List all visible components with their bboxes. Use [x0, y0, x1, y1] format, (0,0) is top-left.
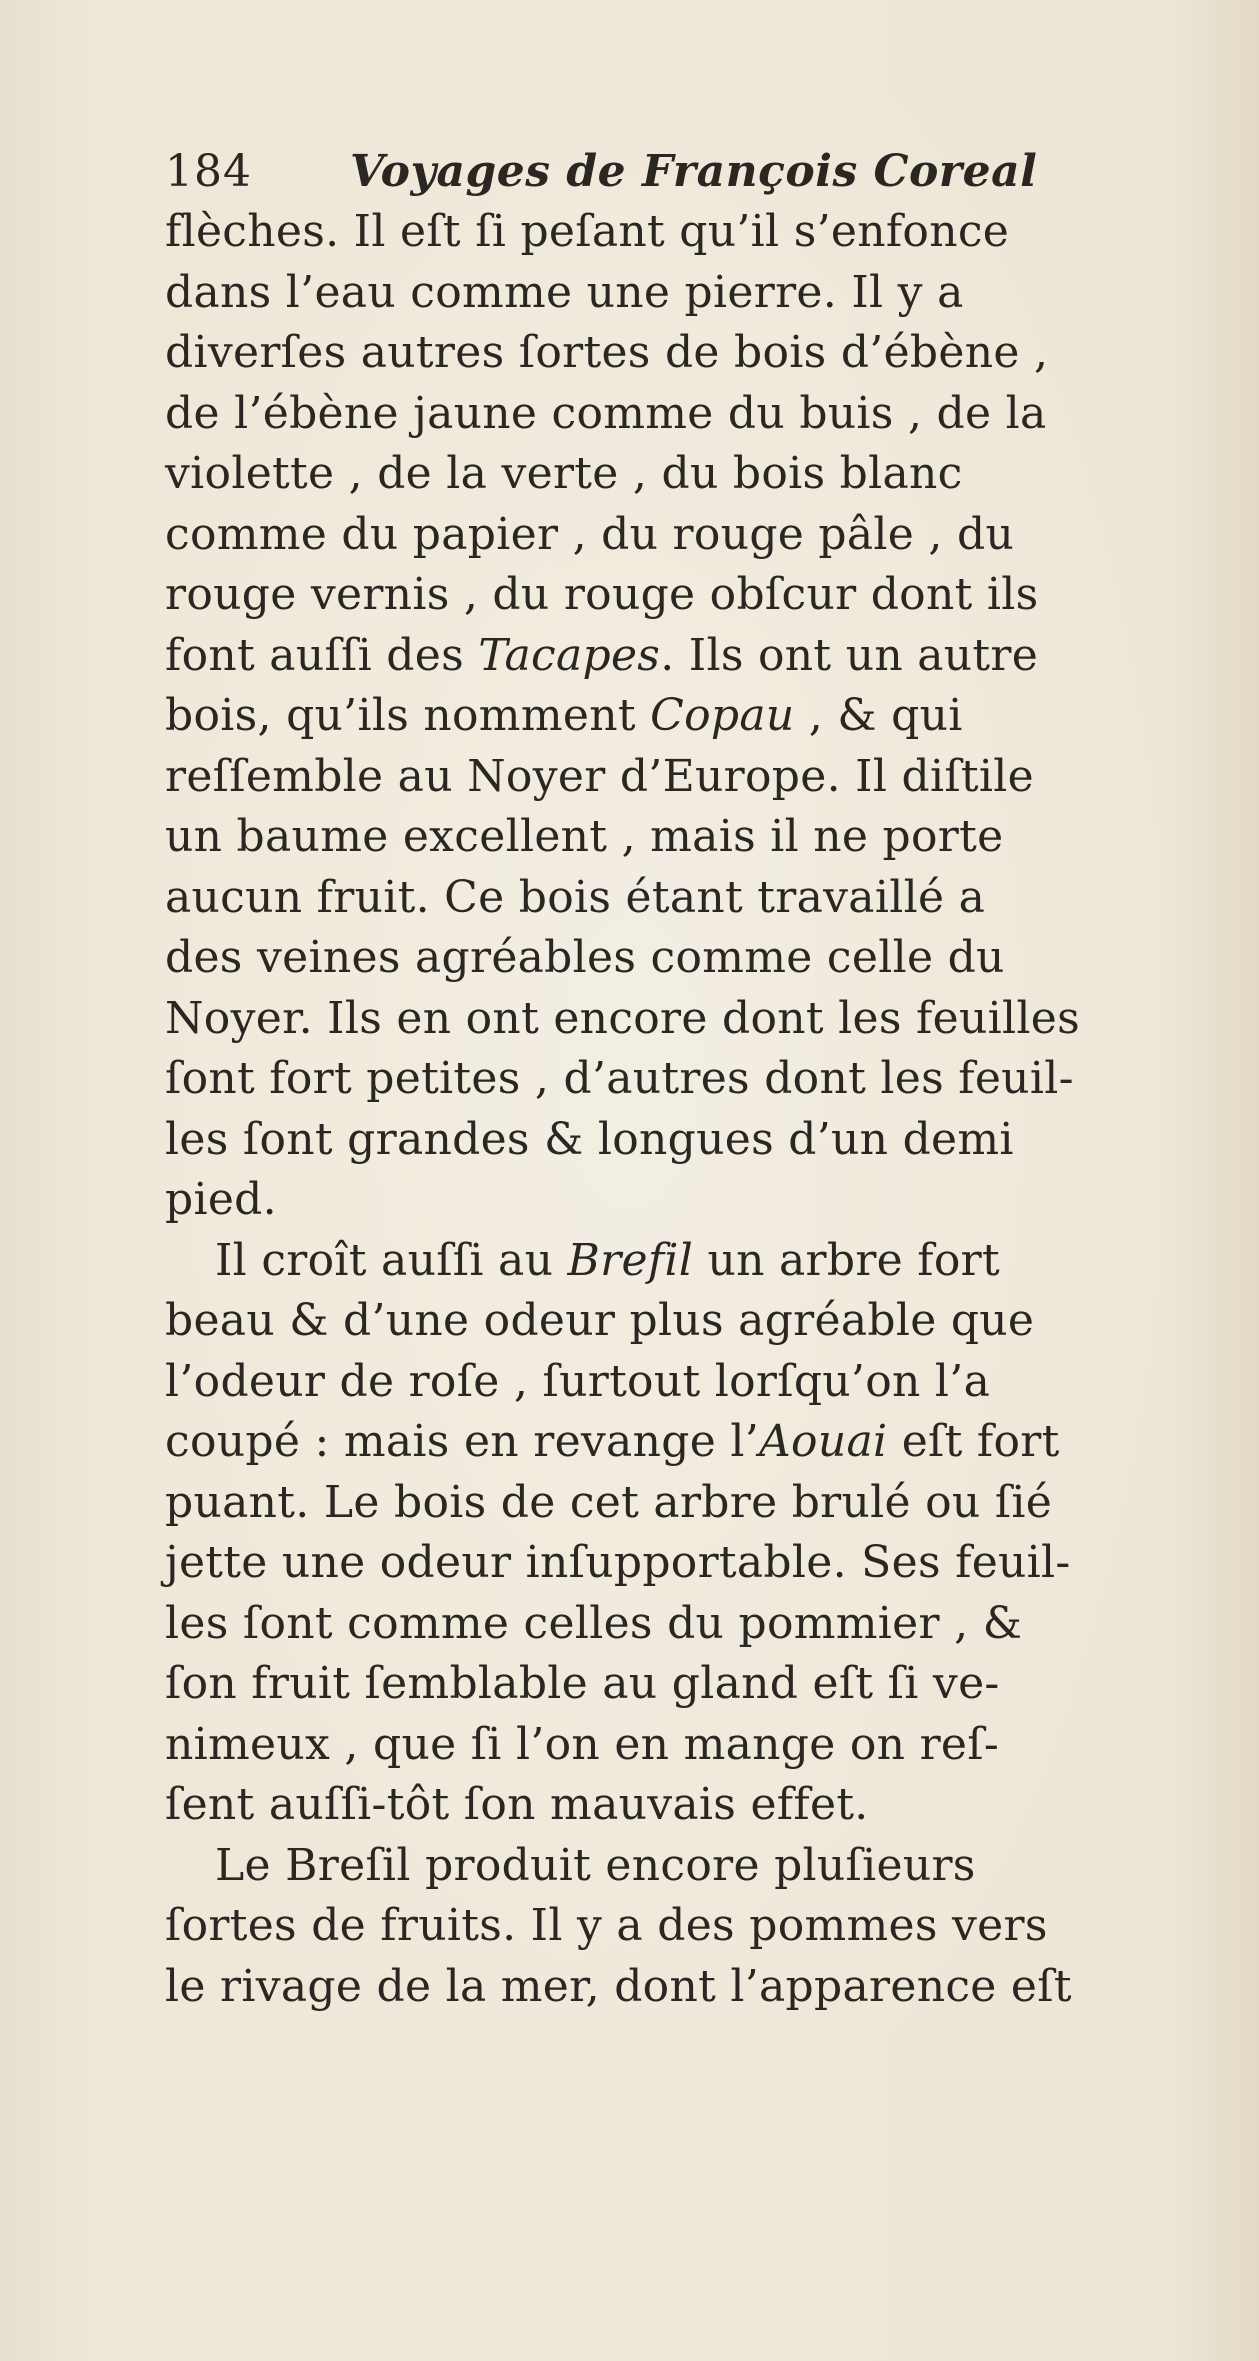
- text-line: ſortes de fruits. Il y a des pommes vers: [165, 1900, 1048, 1951]
- text-line: le rivage de la mer, dont l’apparence eſt: [165, 1961, 1072, 2012]
- text-line: les ſont comme celles du pommier , &: [165, 1598, 1023, 1649]
- text-line: Il croît auſſi au Brefil un arbre fort: [215, 1235, 1000, 1286]
- text-line: beau & d’une odeur plus agréable que: [165, 1295, 1035, 1346]
- text-line: bois, qu’ils nomment Copau , & qui: [165, 690, 963, 741]
- text-line: des veines agréables comme celle du: [165, 932, 1005, 983]
- text-line: violette , de la verte , du bois blanc: [165, 448, 963, 499]
- text-line: ſent auſſi-tôt ſon mauvais effet.: [165, 1779, 869, 1830]
- text-line: puant. Le bois de cet arbre brulé ou ſié: [165, 1477, 1053, 1528]
- page-header: [165, 142, 1095, 202]
- text-line: Noyer. Ils en ont encore dont les feuilles: [165, 993, 1080, 1044]
- text-line: rouge vernis , du rouge obſcur dont ils: [165, 569, 1039, 620]
- text-line: aucun fruit. Ce bois étant travaillé a: [165, 872, 986, 923]
- text-line: un baume excellent , mais il ne porte: [165, 811, 1004, 862]
- text-line: coupé : mais en revange l’Aouai eſt fort: [165, 1416, 1060, 1467]
- text-line: l’odeur de roſe , ſurtout lorſqu’on l’a: [165, 1356, 991, 1407]
- text-line: ſon fruit ſemblable au gland eſt ſi ve-: [165, 1658, 1000, 1709]
- text-line: font auſſi des Tacapes. Ils ont un autre: [165, 630, 1039, 681]
- text-line: comme du papier , du rouge pâle , du: [165, 509, 1015, 560]
- text-line: de l’ébène jaune comme du buis , de la: [165, 388, 1047, 439]
- text-line: diverſes autres ſortes de bois d’ébène ,: [165, 327, 1049, 378]
- page-number: 184: [165, 146, 252, 197]
- text-line: dans l’eau comme une pierre. Il y a: [165, 267, 964, 318]
- text-line: Le Breſil produit encore pluſieurs: [215, 1840, 976, 1891]
- text-line: les ſont grandes & longues d’un demi: [165, 1114, 1014, 1165]
- text-line: nimeux , que ſi l’on en mange on reſ-: [165, 1719, 1000, 1770]
- text-line: ſont fort petites , d’autres dont les feuil-: [165, 1053, 1074, 1104]
- text-line: reſſemble au Noyer d’Europe. Il diſtile: [165, 751, 1034, 802]
- text-line: flèches. Il eſt ſi peſant qu’il s’enfonce: [165, 206, 1010, 257]
- text-line: pied.: [165, 1174, 277, 1225]
- text-line: jette une odeur inſupportable. Ses feuil-: [165, 1537, 1071, 1588]
- running-title: Voyages de François Coreal: [350, 146, 1038, 197]
